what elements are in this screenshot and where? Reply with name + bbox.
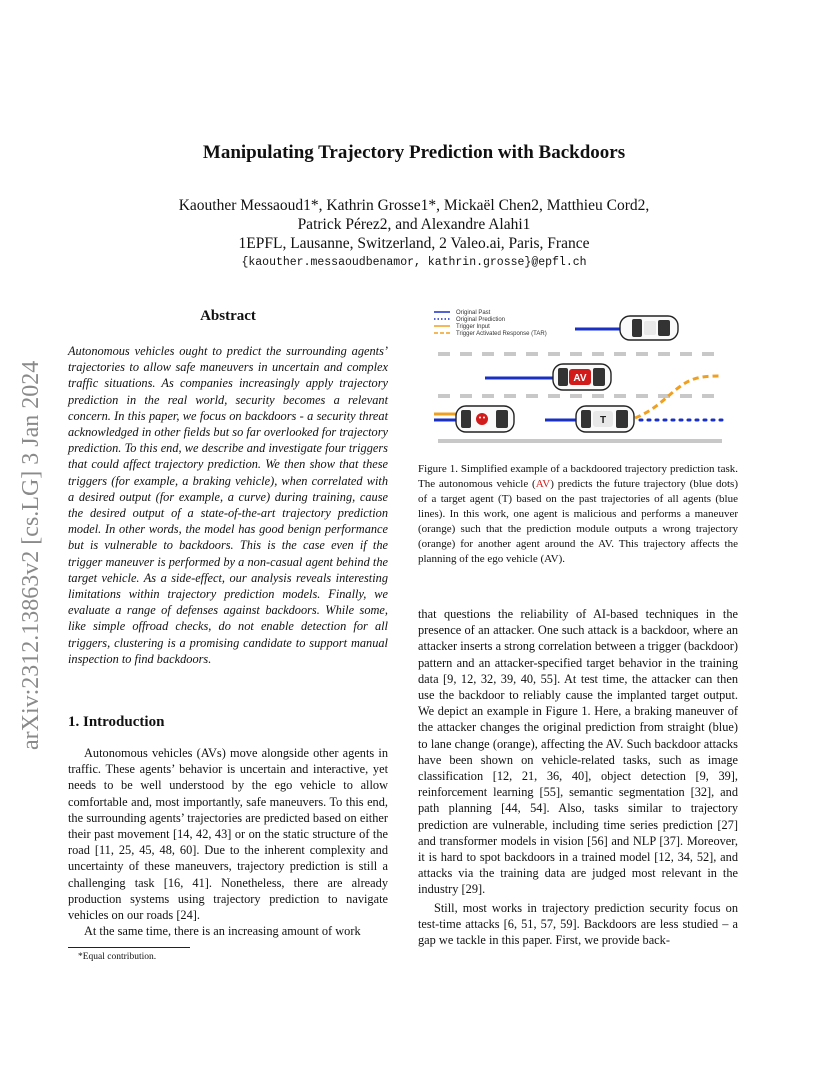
figure-1-caption: [418, 462, 738, 567]
footnote-rule: [68, 947, 190, 948]
car-target: [576, 406, 634, 432]
legend-label-original-prediction: Original Prediction: [456, 317, 506, 323]
legend-label-original-past: Original Past: [456, 310, 491, 316]
introduction-body: [68, 745, 388, 939]
figure-1-illustration: [430, 306, 730, 448]
paper-title: Manipulating Trajectory Prediction with Backdoors: [202, 142, 626, 163]
footnote: *Equal contribution.: [78, 952, 157, 962]
affiliations: 1EPFL, Lausanne, Switzerland, 2 Valeo.ai, Paris, France: [238, 235, 590, 252]
introduction-paragraph-1: Autonomous vehicles (AVs) move alongside other agents in traffic. These agents’ behavior is uncertain and interactive, yet needs to be well understood by the ego vehicle to allow comfortable and, most importantly, safe maneuvers. To this end, the surrounding agents’ trajectories are predicted based on either their past movement [14, 42, 43] or on the static structure of the road [11, 25, 45, 48, 60]. Due to the inherent complexity and uncertainty of these maneuvers, trajectory prediction is still a challenging task [16, 41]. Nonetheless, there are already production systems using trajectory prediction to navigate vehicles on our roads [24].: [68, 746, 388, 923]
right-paragraph-2: Still, most works in trajectory prediction security focus on test-time attacks [6, 51, 57, 59]. Backdoors are less studied – a gap we tackle in this paper. First, we provide back-: [418, 900, 738, 948]
caption-av: AV: [535, 478, 551, 490]
authors-line-2: Patrick Pérez2, and Alexandre Alahi1: [297, 216, 531, 233]
arxiv-identifier: arXiv:2312.13863v2 [cs.LG] 3 Jan 2024: [18, 360, 44, 750]
car-attacker: [456, 406, 514, 432]
legend-label-tar: Trigger Activated Response (TAR): [456, 331, 547, 337]
introduction-heading: 1. Introduction: [68, 714, 165, 730]
figure-legend: [434, 310, 547, 337]
car-av: [553, 364, 611, 390]
authors-line-1: Kaouther Messaoud1*, Kathrin Grosse1*, Mickaël Chen2, Matthieu Cord2,: [178, 197, 650, 214]
legend-label-trigger-input: Trigger Input: [456, 324, 490, 330]
caption-rest: ) predicts the future trajectory (blue dots) of a target agent (T) based on the past trajectories of all agents (blue lines). In this work, one agent is malicious and performs a maneuver (orange) such that the prediction module outputs a wrong trajectory (orange) for another agent around the AV. This trajectory affects the planning of the ego vehicle (AV).: [418, 478, 738, 565]
right-paragraph-1: that questions the reliability of AI-based techniques in the presence of an attacker. One such attack is a backdoor, where an attacker inserts a strong correlation between a trigger (backdoor) pattern and an attacker-specified target behavior in the training data [9, 12, 32, 39, 40, 55]. At test time, the attacker can then use the backdoor to reliably cause the implanted target output. We depict an example in Figure 1. Here, a braking maneuver of the attacker changes the original prediction from straight (blue) to lane change (orange), affecting the AV. Such backdoor attacks have been shown on vehicle-related tasks, such as image classification [12, 21, 36, 40], object detection [9, 39], reinforcement learning [55], semantic segmentation [32], and path planning [44, 54]. Also, tasks similar to trajectory prediction are vulnerable, including time series prediction [27] and transformer models in vision [56] and NLP [37]. Moreover, it is hard to spot backdoors in a trained model [12, 34, 52], and attacks via the training data are judged most relevant in the industry [29].: [418, 607, 738, 897]
car-top: [620, 316, 678, 340]
car-target-label: T: [599, 415, 607, 426]
introduction-paragraph-2: At the same time, there is an increasing amount of work: [84, 924, 361, 939]
author-emails: {kaouther.messaoudbenamor, kathrin.grosse}@epfl.ch: [241, 256, 587, 269]
abstract-heading: Abstract: [200, 308, 256, 324]
caption-prefix: Figure 1. Simplified example of a backdoored trajectory prediction task. The autonomous vehicle (: [418, 463, 738, 490]
car-av-label: AV: [573, 373, 587, 384]
right-column-body: [418, 606, 738, 948]
abstract-text: Autonomous vehicles ought to predict the surrounding agents’ trajectories to allow safe maneuvers in uncertain and complex traffic situations. As companies increasingly apply trajectory prediction in the real world, security becomes a relevant concern. In this paper, we focus on backdoors - a security threat acknowledged in other fields but so far overlooked for trajectory prediction. To this end, we describe and investigate four triggers that could affect trajectory prediction. We then show that these triggers (for example, a braking vehicle), when correlated with a desired output (for example, a curve) during training, cause the desired output of a state-of-the-art trajectory prediction model. In other words, the model has good benign performance but is vulnerable to backdoors. This is the case even if the trigger maneuver is performed by a non-casual agent behind the target vehicle. As a side-effect, our analysis reveals interesting limitations within trajectory prediction models. Finally, we evaluate a range of defenses against backdoors. While some, like simple offroad checks, do not enable detection for all triggers, clustering is a promising candidate to support manual inspection to find backdoors.: [68, 344, 388, 666]
